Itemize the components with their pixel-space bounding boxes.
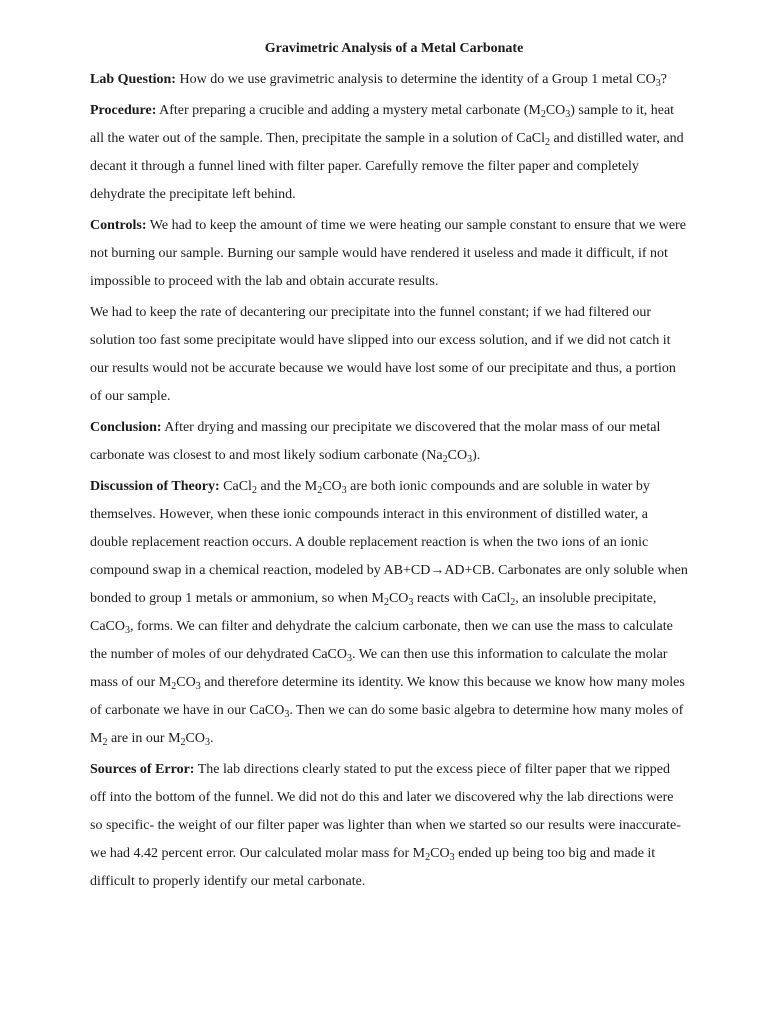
sources-of-error-text: The lab directions clearly stated to put the excess piece of filter paper that we ripped off into the bottom of the funnel. We did not do this and later we discovered why the lab directions were so specific- the weight of our filter paper was lighter than when we started so our results were inaccurate- we had 4.42 percent error. Our calculated molar mass for M bbox=[90, 762, 681, 861]
subscript: 2 bbox=[317, 485, 323, 496]
subscript: 3 bbox=[408, 597, 414, 608]
discussion-text: and the M bbox=[256, 479, 318, 494]
subscript: 2 bbox=[102, 737, 108, 748]
sources-of-error-label: Sources of Error: bbox=[90, 762, 195, 777]
conclusion-text: After drying and massing our precipitate we discovered that the molar mass of our metal carbonate was closest to and most likely sodium carbonate (Na bbox=[90, 420, 661, 463]
subscript: 3 bbox=[284, 709, 290, 720]
subscript: 3 bbox=[341, 485, 347, 496]
discussion-text: , an insoluble precipitate, CaCO bbox=[90, 591, 657, 634]
procedure-text: After preparing a crucible and adding a mystery metal carbonate (M bbox=[156, 103, 541, 118]
subscript: 3 bbox=[467, 454, 473, 465]
discussion-text: CO bbox=[322, 479, 342, 494]
subscript: 2 bbox=[545, 137, 551, 148]
document-title: Gravimetric Analysis of a Metal Carbonate bbox=[264, 41, 524, 56]
discussion-text: reacts with CaCl bbox=[413, 591, 511, 606]
discussion-text: CO bbox=[185, 731, 205, 746]
subscript: 2 bbox=[180, 737, 186, 748]
lab-question-text-end: ? bbox=[660, 72, 667, 87]
subscript: 3 bbox=[195, 681, 201, 692]
procedure-text: ) sample to it, heat all the water out of the sample. Then, precipitate the sample in a solution of CaCl bbox=[90, 103, 675, 146]
conclusion-paragraph bbox=[90, 414, 688, 470]
subscript: 2 bbox=[425, 852, 431, 863]
discussion-text: are both ionic compounds and are soluble in water by themselves. However, when these ionic compounds interact in this environment of distilled water, a double replacement reaction occurs. A double replacement reaction is when the two ions of an ionic compound swap in a chemical reaction, modeled by AB+CD→AD+CB. Carbonates are only soluble when bonded to group 1 metals or ammonium, so when M bbox=[90, 479, 688, 606]
subscript: 3 bbox=[655, 78, 661, 89]
subscript: 2 bbox=[442, 454, 448, 465]
subscript: 2 bbox=[540, 109, 546, 120]
discussion-paragraph bbox=[90, 473, 688, 753]
subscript: 2 bbox=[251, 485, 257, 496]
sources-of-error-text: CO bbox=[430, 846, 450, 861]
sources-of-error-text: ended up being too big and made it difficult to properly identify our metal carbonate. bbox=[90, 846, 656, 889]
discussion-text: are in our M bbox=[107, 731, 181, 746]
conclusion-label: Conclusion: bbox=[90, 420, 162, 435]
lab-question-paragraph bbox=[90, 66, 688, 94]
discussion-text: CO bbox=[388, 591, 409, 606]
procedure-label: Procedure: bbox=[90, 103, 157, 118]
subscript: 3 bbox=[347, 653, 352, 664]
controls-label: Controls: bbox=[90, 218, 147, 233]
discussion-text: , forms. We can filter and dehydrate the calcium carbonate, then we can use the mass to calculate the number of moles of our dehydrated CaCO bbox=[90, 619, 673, 662]
conclusion-text: CO bbox=[447, 448, 468, 463]
controls-paragraph bbox=[90, 212, 688, 296]
conclusion-text: ). bbox=[472, 448, 481, 463]
subscript: 2 bbox=[171, 681, 177, 692]
discussion-label: Discussion of Theory: bbox=[90, 479, 220, 494]
subscript: 2 bbox=[510, 597, 516, 608]
subscript: 3 bbox=[449, 852, 455, 863]
controls-text: We had to keep the amount of time we were heating our sample constant to ensure that we were not burning our sample. Burning our sample would have rendered it useless and made it difficult, if not impossible to proceed with the lab and obtain accurate results. bbox=[90, 218, 686, 289]
procedure-paragraph bbox=[90, 97, 688, 209]
discussion-text: CaCl bbox=[219, 479, 252, 494]
subscript: 2 bbox=[383, 597, 389, 608]
discussion-text: . Then we can do some basic algebra to determine how many moles of M bbox=[90, 703, 684, 746]
sources-of-error-paragraph bbox=[90, 756, 688, 896]
procedure-text: and distilled water, and decant it through a funnel lined with filter paper. Carefully remove the filter paper and completely dehydrate the precipitate left behind. bbox=[90, 131, 684, 202]
discussion-text: CO bbox=[176, 675, 196, 690]
discussion-text: and therefore determine its identity. We know this because we know how many moles of carbonate we have in our CaCO bbox=[90, 675, 685, 718]
procedure-text: CO bbox=[545, 103, 566, 118]
subscript: 3 bbox=[125, 625, 130, 636]
subscript: 3 bbox=[565, 109, 571, 120]
lab-question-label: Lab Question: bbox=[90, 72, 176, 87]
discussion-text: . We can then use this information to calculate the molar mass of our M bbox=[90, 647, 668, 690]
lab-question-text: How do we use gravimetric analysis to determine the identity of a Group 1 metal CO bbox=[175, 72, 656, 87]
discussion-text: . bbox=[210, 731, 214, 746]
controls-paragraph-2: We had to keep the rate of decantering our precipitate into the funnel constant; if we had filtered our solution too fast some precipitate would have slipped into our excess solution, and if we did not catch it our results would not be accurate because we would have lost some of our precipitate and thus, a portion of our sample. bbox=[90, 305, 676, 404]
subscript: 3 bbox=[205, 737, 210, 748]
